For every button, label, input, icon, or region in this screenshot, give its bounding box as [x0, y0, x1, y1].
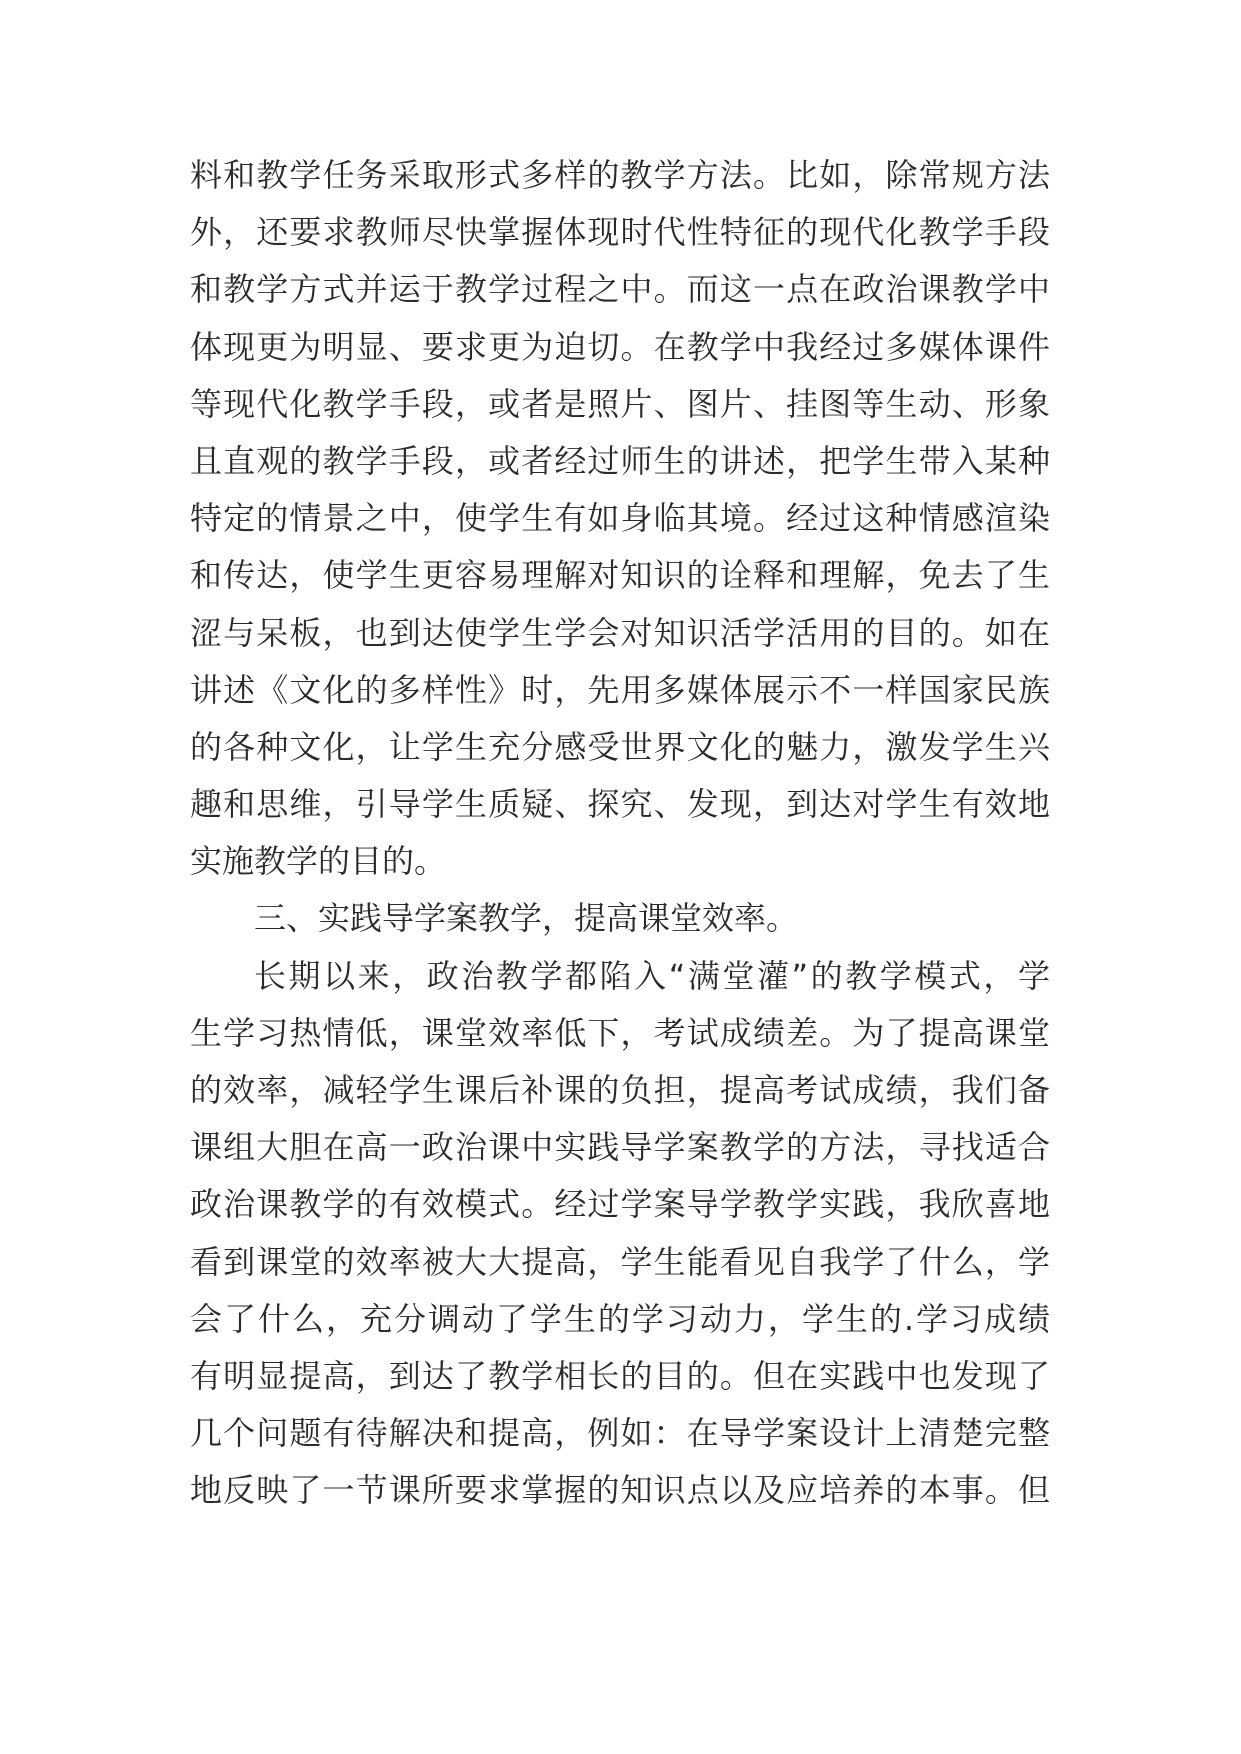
text-line: 生学习热情低，课堂效率低下，考试成绩差。为了提高课堂 — [190, 1013, 1050, 1052]
section-heading: 三、实践导学案教学，提高课堂效率。 — [254, 899, 799, 938]
body-text — [190, 147, 1050, 1520]
text-line: 和传达，使学生更容易理解对知识的诠释和理解，免去了生 — [190, 556, 1050, 595]
text-line: 体现更为明显、要求更为迫切。在教学中我经过多媒体课件 — [190, 327, 1050, 366]
text-line: 且直观的教学手段，或者经过师生的讲述，把学生带入某种 — [190, 441, 1050, 480]
text-line: 的各种文化，让学生充分感受世界文化的魅力，激发学生兴 — [190, 727, 1050, 766]
text-line: 讲述《文化的多样性》时，先用多媒体展示不一样国家民族 — [190, 670, 1050, 709]
text-line: 长期以来，政治教学都陷入“满堂灌”的教学模式，学 — [254, 956, 1050, 995]
text-line: 和教学方式并运于教学过程之中。而这一点在政治课教学中 — [190, 270, 1050, 309]
text-line: 有明显提高，到达了教学相长的目的。但在实践中也发现了 — [190, 1356, 1050, 1395]
text-line: 会了什么，充分调动了学生的学习动力，学生的.学习成绩 — [190, 1299, 1050, 1338]
text-line: 几个问题有待解决和提高，例如：在导学案设计上清楚完整 — [190, 1414, 1050, 1453]
text-line: 的效率，减轻学生课后补课的负担，提高考试成绩，我们备 — [190, 1071, 1050, 1109]
text-line: 看到课堂的效率被大大提高，学生能看见自我学了什么，学 — [190, 1242, 1050, 1281]
text-line: 外，还要求教师尽快掌握体现时代性特征的现代化教学手段 — [190, 213, 1050, 252]
text-line: 地反映了一节课所要求掌握的知识点以及应培养的本事。但 — [190, 1471, 1050, 1510]
text-line: 实施教学的目的。 — [190, 842, 447, 881]
text-line: 特定的情景之中，使学生有如身临其境。经过这种情感渲染 — [190, 499, 1050, 538]
text-line: 涩与呆板，也到达使学生学会对知识活学活用的目的。如在 — [190, 613, 1050, 652]
text-line: 课组大胆在高一政治课中实践导学案教学的方法，寻找适合 — [190, 1128, 1050, 1167]
text-line: 趣和思维，引导学生质疑、探究、发现，到达对学生有效地 — [190, 785, 1050, 824]
text-line: 政治课教学的有效模式。经过学案导学教学实践，我欣喜地 — [190, 1185, 1050, 1224]
text-line: 料和教学任务采取形式多样的教学方法。比如，除常规方法 — [190, 156, 1050, 194]
text-line: 等现代化教学手段，或者是照片、图片、挂图等生动、形象 — [190, 384, 1050, 423]
